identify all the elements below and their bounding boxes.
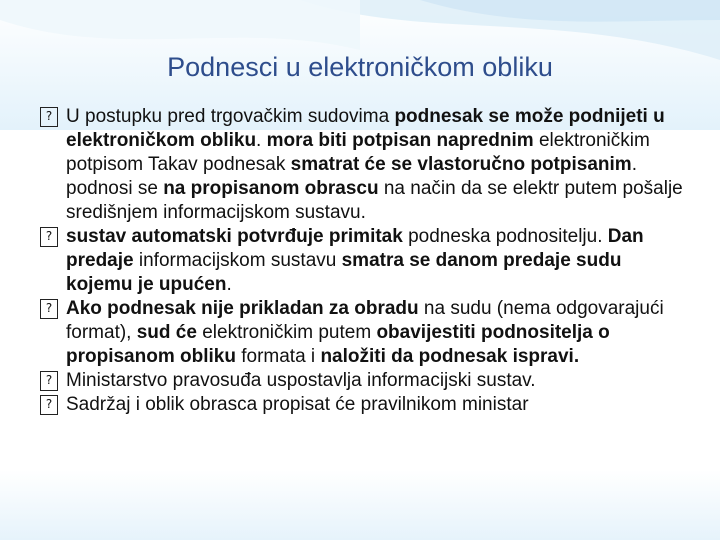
paragraph-text (66, 106, 683, 223)
bullet-icon: ? (40, 395, 58, 415)
bold-segment: sustav automatski potvrđuje primitak (66, 226, 403, 247)
text-segment: elektroničkim putem (196, 322, 377, 343)
bold-segment: naložiti da podnesak ispravi. (320, 346, 580, 367)
paragraph-text (66, 226, 644, 295)
text-segment: informacijskom sustavu (133, 250, 342, 271)
text-segment: podneska podnositelju. (402, 226, 608, 247)
bold-segment: podnesak se može podnijeti u elektroničkom obliku (66, 106, 665, 151)
text-segment: elektroničkim potpisom Takav podnesak (66, 130, 650, 175)
bold-segment: smatrat će se vlastoručno potpisanim (290, 154, 632, 175)
bold-segment: smatra se danom predaje sudu kojemu je upućen (66, 250, 622, 295)
paragraph-text (66, 298, 664, 367)
bold-segment: sud će (136, 322, 197, 343)
text-segment: na način da se elektr putem pošalje središnjem informacijskom sustavu. (66, 178, 683, 223)
slide-content (40, 105, 690, 417)
bullet-icon: ? (40, 227, 58, 247)
bullet-icon: ? (40, 107, 58, 127)
bold-segment: Dan predaje (66, 226, 644, 271)
bullet-icon: ? (40, 299, 58, 319)
text-segment: . (226, 274, 232, 295)
text-segment: Sadržaj i oblik obrasca propisat će pravilnikom ministar (66, 394, 529, 415)
text-segment: . podnosi se (66, 154, 637, 199)
bullet-paragraph-3 (40, 297, 690, 369)
bold-segment: mora biti potpisan naprednim (266, 130, 534, 151)
text-segment: formata i (235, 346, 321, 367)
slide-title: Podnesci u elektroničkom obliku (167, 52, 553, 82)
bold-segment: obavijestiti podnositelja o propisanom obliku (66, 322, 610, 367)
bullet-paragraph-1 (40, 105, 690, 225)
bullet-paragraph-4 (40, 369, 690, 393)
slide-bottom-gradient (0, 470, 720, 540)
bullet-paragraph-5 (40, 393, 690, 417)
bullet-icon: ? (40, 371, 58, 391)
bold-segment: Ako podnesak nije prikladan za obradu (66, 298, 419, 319)
text-segment: Ministarstvo pravosuđa uspostavlja informacijski sustav. (66, 370, 536, 391)
text-segment: . (256, 130, 267, 151)
text-segment: U postupku pred trgovačkim sudovima (66, 106, 395, 127)
text-segment: na sudu (nema odgovarajući format), (66, 298, 664, 343)
paragraph-text (66, 394, 529, 415)
paragraph-text (66, 370, 536, 391)
bold-segment: na propisanom obrascu (163, 178, 379, 199)
bullet-paragraph-2 (40, 225, 690, 297)
